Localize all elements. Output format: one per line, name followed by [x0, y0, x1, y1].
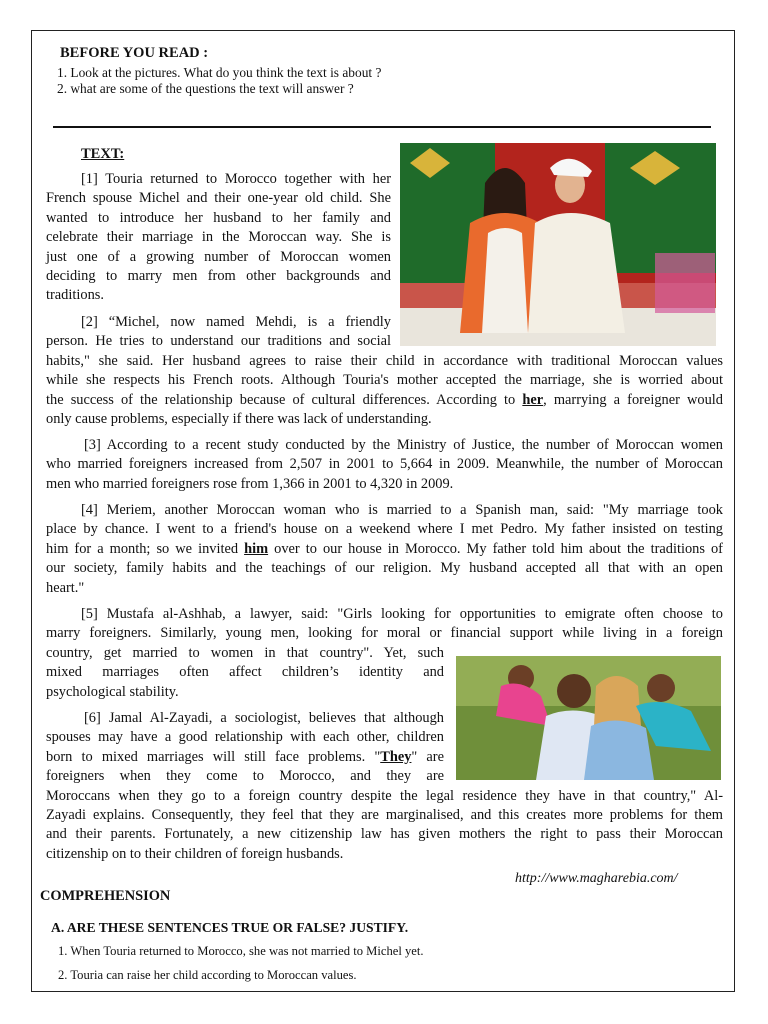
paragraph-4 — [46, 501, 723, 598]
before-question-1: 1. Look at the pictures. What do you think the text is about ? — [57, 65, 382, 80]
comprehension-question-1: 1. When Touria returned to Morocco, she was not married to Michel yet. — [58, 944, 424, 958]
p1-line: deciding to marry men from other backgrounds and — [46, 268, 391, 285]
p4-line: our society, family habits and the teachings of our religion. My husband accepted all that with an open — [46, 560, 723, 577]
p2-line: habits," she said. Her husband agrees to raise their child in accordance with traditional Moroccan values — [46, 352, 723, 369]
p3-line: men who married foreigners rose from 1,366 in 2001 to 4,320 in 2009. — [46, 475, 454, 492]
p6-line: foreigners when they come to Morocco, and they are — [46, 768, 444, 785]
reference-word-they: They — [380, 748, 412, 765]
p2-line: while she respects his French roots. Although Touria's mother accepted the marriage, she is worried about — [46, 372, 723, 389]
p1-line: [1] Touria returned to Morocco together with her — [81, 171, 391, 187]
paragraph-1 — [46, 170, 391, 306]
text-title: TEXT: — [81, 146, 125, 162]
before-question-2: 2. what are some of the questions the text will answer ? — [57, 81, 354, 96]
p5-line: marry foreigners. Similarly, young men, looking for moral or financial support while living in a foreign — [46, 625, 723, 642]
reference-word-her: her — [522, 391, 544, 408]
p2-line: person. He tries to understand our traditions and social — [46, 333, 391, 350]
before-you-read-title: BEFORE YOU READ : — [60, 45, 209, 61]
p1-line: French spouse Michel and their one-year old child. She — [46, 190, 391, 207]
paragraph-6 — [46, 709, 723, 864]
source-link[interactable]: http://www.magharebia.com/ — [515, 871, 678, 886]
p2-line: only cause problems, especially if there was lack of understanding. — [46, 411, 432, 428]
p1-line: celebrate their marriage in the Moroccan way. She is — [46, 229, 391, 246]
paragraph-2 — [46, 313, 723, 429]
p3-line: who married foreigners increased from 2,507 in 2001 to 5,664 in 2009. Meanwhile, the number of Moroccan — [46, 456, 723, 473]
p5-line: country, get married to women in that country". Yet, such — [46, 644, 444, 661]
p5-line: [5] Mustafa al-Ashhab, a lawyer, said: "Girls looking for opportunities to emigrate often choose to — [81, 606, 723, 622]
p6-line: Moroccans when they go to a foreign country despite the legal residence they have in that country," Al- — [46, 787, 723, 804]
p6-line: spouses may have a good relationship with each other, children — [46, 729, 444, 746]
p6-line: born to mixed marriages will still face problems. "They" are — [46, 748, 444, 765]
p2-line: [2] “Michel, now named Mehdi, is a friendly — [81, 314, 391, 330]
p4-line: place by chance. I went to a friend's house on a weekend where I met Pedro. My father insisted on testing — [46, 521, 723, 538]
p1-line: wanted to introduce her husband to her family and — [46, 209, 391, 226]
p1-line: traditions. — [46, 287, 104, 304]
p4-line: [4] Meriem, another Moroccan woman who is married to a Spanish man, said: "My marriage took — [81, 502, 723, 518]
p2-line: the success of the relationship because of cultural differences. According to her, marrying a foreigner would — [46, 391, 723, 408]
paragraph-3 — [46, 436, 723, 494]
section-divider — [53, 126, 711, 128]
comprehension-question-2: 2. Touria can raise her child according to Moroccan values. — [58, 968, 357, 982]
p4-line: heart." — [46, 579, 85, 596]
p6-line: [6] Jamal Al-Zayadi, a sociologist, believes that although — [84, 710, 444, 726]
p6-line: citizenship on to their children of foreign husbands. — [46, 845, 344, 862]
p4-line: him for a month; so we invited him over to our house in Morocco. My father told him about the traditions of — [46, 540, 723, 557]
reference-word-him: him — [244, 540, 269, 557]
p5-line: mixed marriages often affect children’s identity and — [46, 664, 444, 681]
p3-line: [3] According to a recent study conducted by the Ministry of Justice, the number of Moroccan women — [84, 437, 723, 453]
p5-line: psychological stability. — [46, 683, 179, 700]
section-a-title: A. ARE THESE SENTENCES TRUE OR FALSE? JUSTIFY. — [51, 920, 409, 935]
comprehension-title: COMPREHENSION — [40, 888, 171, 904]
p1-line: just one of a growing number of Moroccan women — [46, 248, 391, 265]
p6-line: Zayadi explains. Consequently, they feel that they are marginalised, and this creates more problems for them — [46, 807, 723, 824]
p6-line: and their parents. Fortunately, a new citizenship law has given mothers the right to pass their Moroccan — [46, 826, 723, 843]
